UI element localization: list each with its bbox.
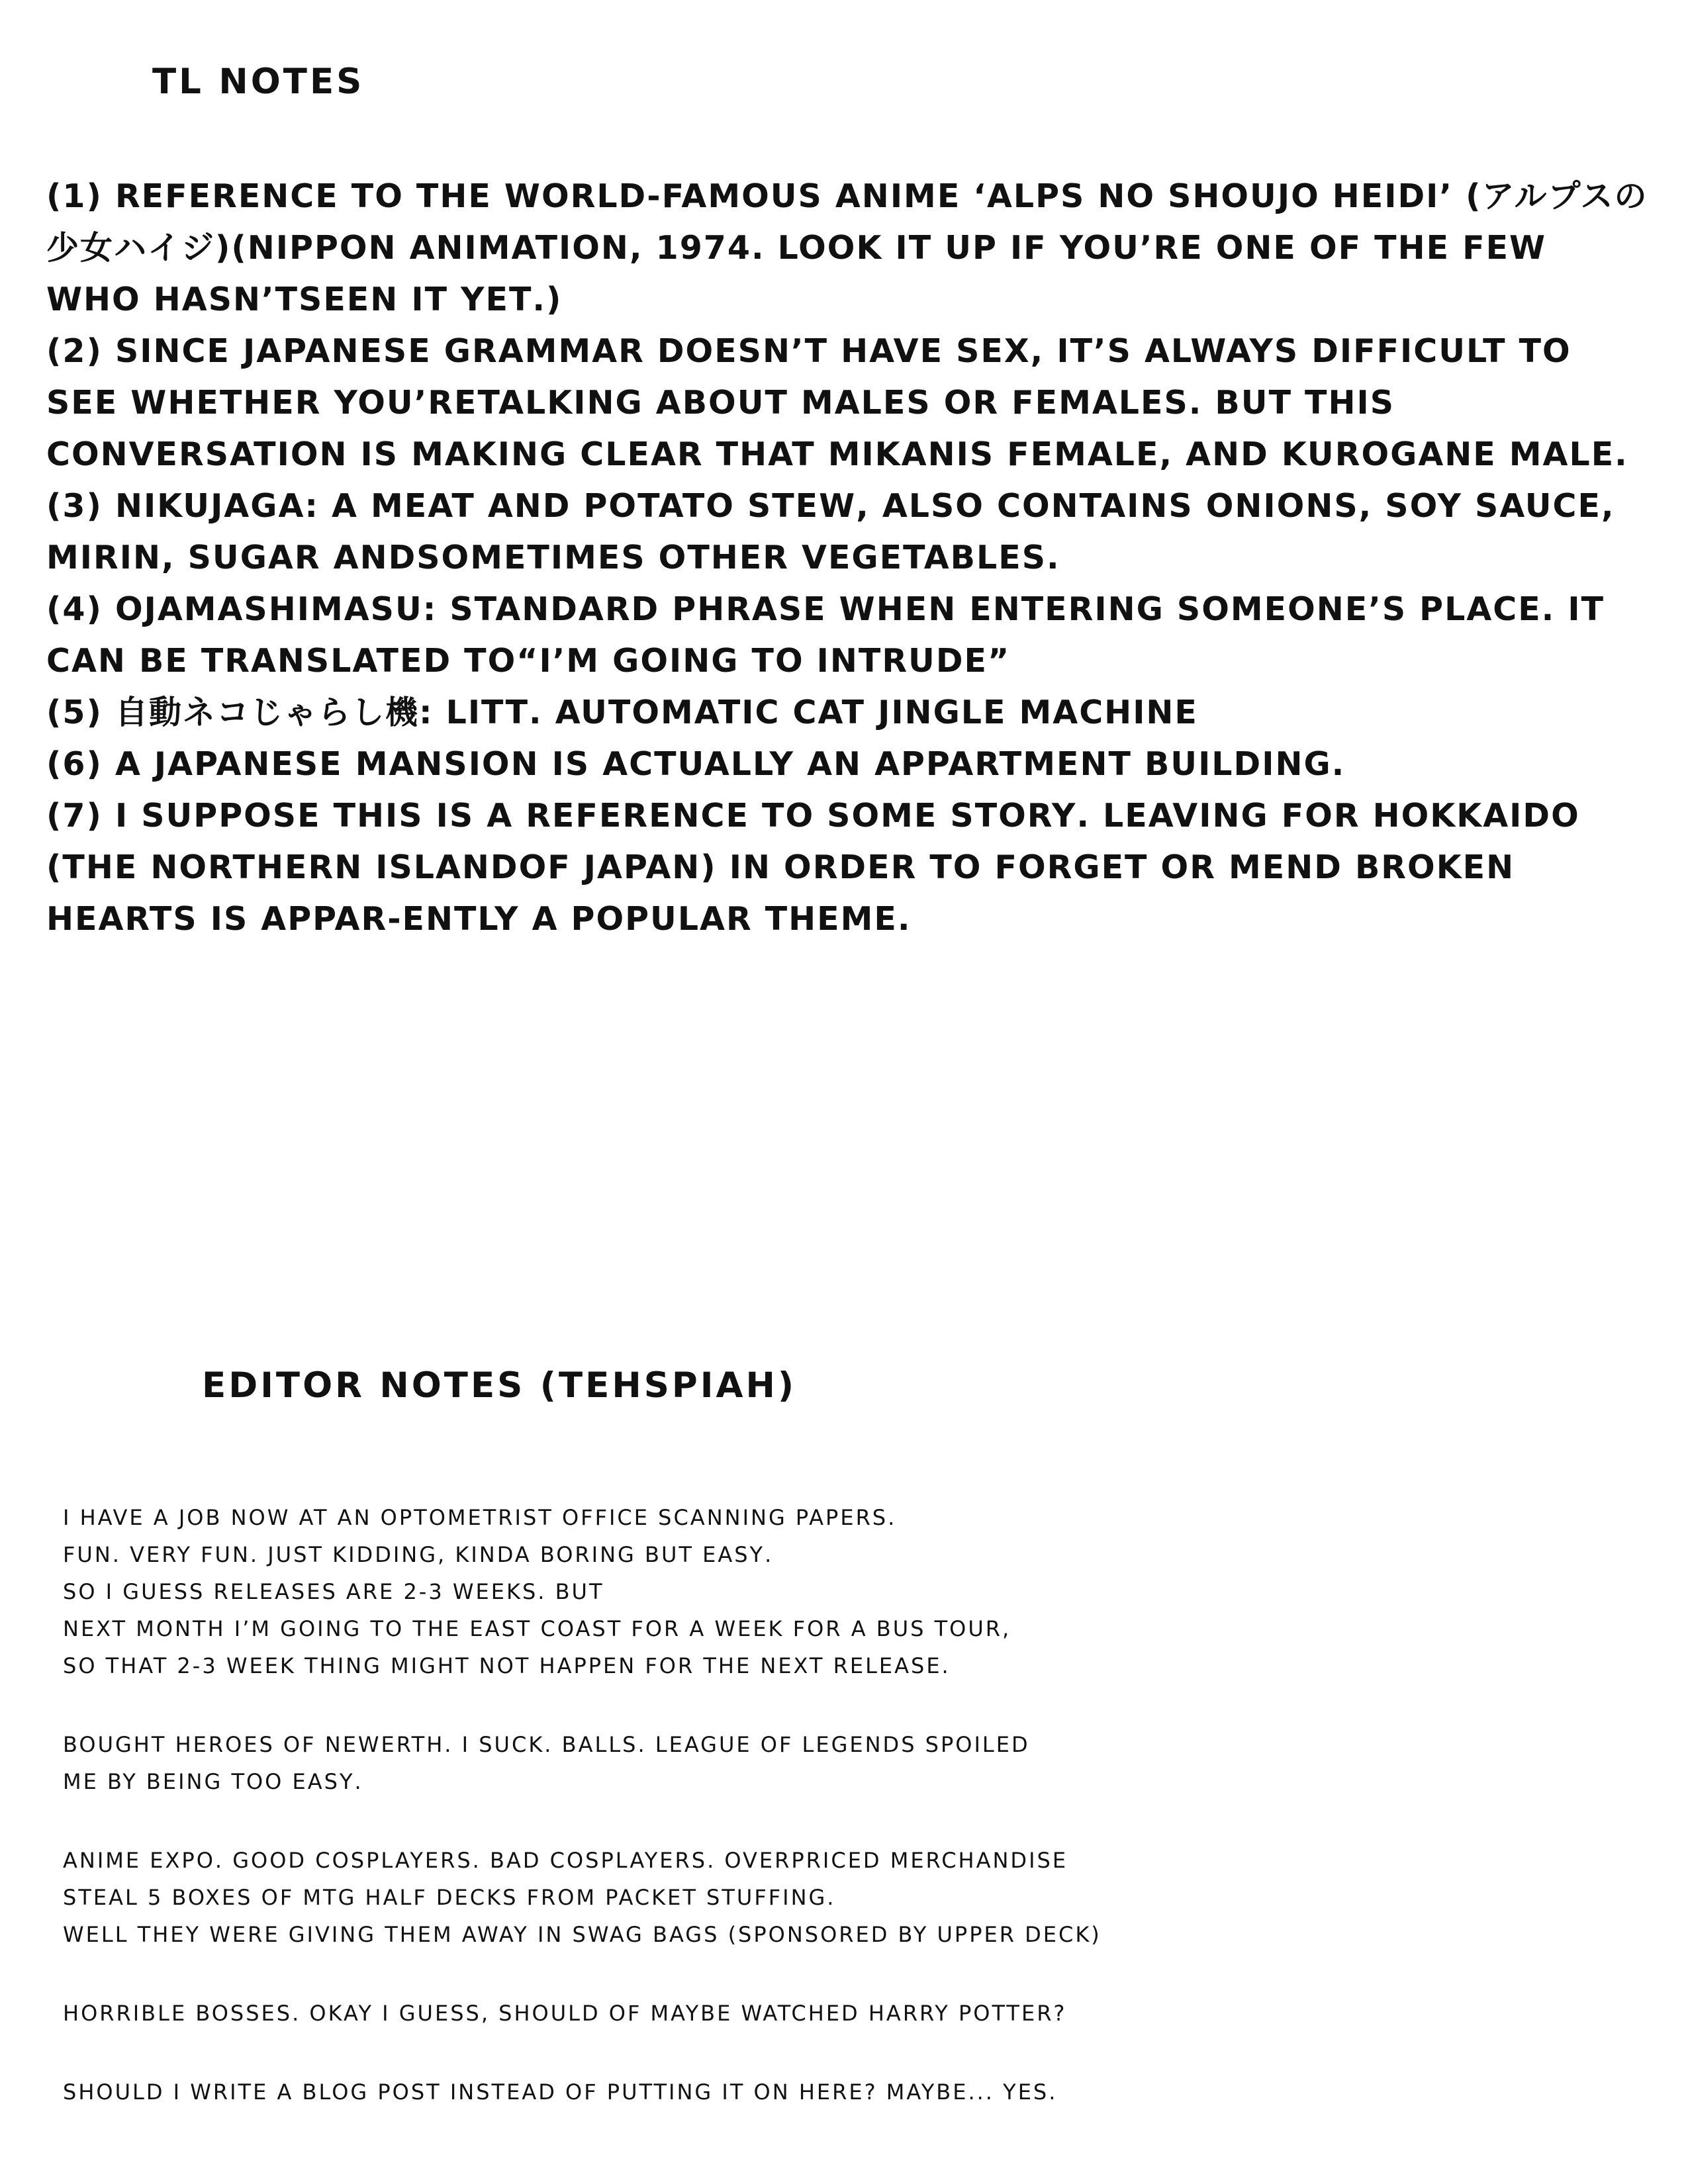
editor-line: fun. very fun. just kidding, kinda boring but easy. — [63, 1533, 774, 1569]
tl-note-6: (6) a japanese mansion is actually an appartment building. — [46, 732, 1346, 786]
editor-line: so i guess releases are 2-3 weeks. but — [63, 1570, 604, 1606]
editor-line: me by being too easy. — [63, 1760, 363, 1796]
editor-line: should i write a blog post instead of putting it on here? maybe... yes. — [63, 2071, 1058, 2107]
tl-note-7: (7) i suppose this is a reference to some story. leaving for hokkaido (the northern islandof japan) in order to forget or mend broken hearts is appar-ently a popular theme. — [46, 784, 1580, 941]
tl-note-5: (5) 自動ネコじゃらし機: litt. automatic cat jingle machine — [46, 680, 1198, 735]
editor-line: bought heroes of newerth. i suck. balls. league of legends spoiled — [63, 1723, 1030, 1759]
editor-line: well they were giving them away in swag bags (sponsored by upper deck) — [63, 1913, 1102, 1949]
tl-notes-list — [46, 165, 1648, 940]
editor-notes-heading: editor notes (tehspiah) — [202, 1350, 797, 1409]
tl-notes-heading: tl notes — [152, 46, 365, 105]
tl-note-1: (1) reference to the world-famous anime ‘alps no shoujo heidi’ (アルプスの少女ハイジ)(nippon animation, 1974. look it up if you’re one of the few who hasn’tseen it yet.) — [46, 164, 1648, 322]
editor-line: i have a job now at an optometrist office scanning papers. — [63, 1496, 897, 1532]
editor-paragraph-games — [63, 1723, 1638, 1797]
editor-paragraph-expo — [63, 1839, 1638, 1950]
editor-line: so that 2-3 week thing might not happen for the next release. — [63, 1645, 951, 1680]
tl-note-2: (2) since japanese grammar doesn’t have sex, it’s always difficult to see whether you’retalking about males or females. but this conversation is making clear that mikanis female, and kurogane male. — [46, 319, 1628, 477]
editor-paragraph-movies — [63, 1991, 1638, 2028]
editor-line: anime expo. good cosplayers. bad cosplayers. overpriced merchandise — [63, 1839, 1068, 1875]
editor-paragraph-job — [63, 1496, 1638, 1681]
tl-note-3: (3) nikujaga: a meat and potato stew, also contains onions, soy sauce, mirin, sugar andsometimes other vegetables. — [46, 474, 1615, 580]
editor-line: next month i’m going to the east coast for a week for a bus tour, — [63, 1608, 1011, 1643]
editor-line: horrible bosses. okay i guess, should of maybe watched harry potter? — [63, 1992, 1067, 2028]
tl-note-4: (4) ojamashimasu: standard phrase when entering someone’s place. it can be translated to“i’m going to intrude” — [46, 577, 1605, 683]
editor-notes — [63, 1496, 1638, 2149]
editor-paragraph-blog — [63, 2070, 1638, 2107]
editor-line: steal 5 boxes of mtg half decks from packet stuffing. — [63, 1876, 836, 1912]
